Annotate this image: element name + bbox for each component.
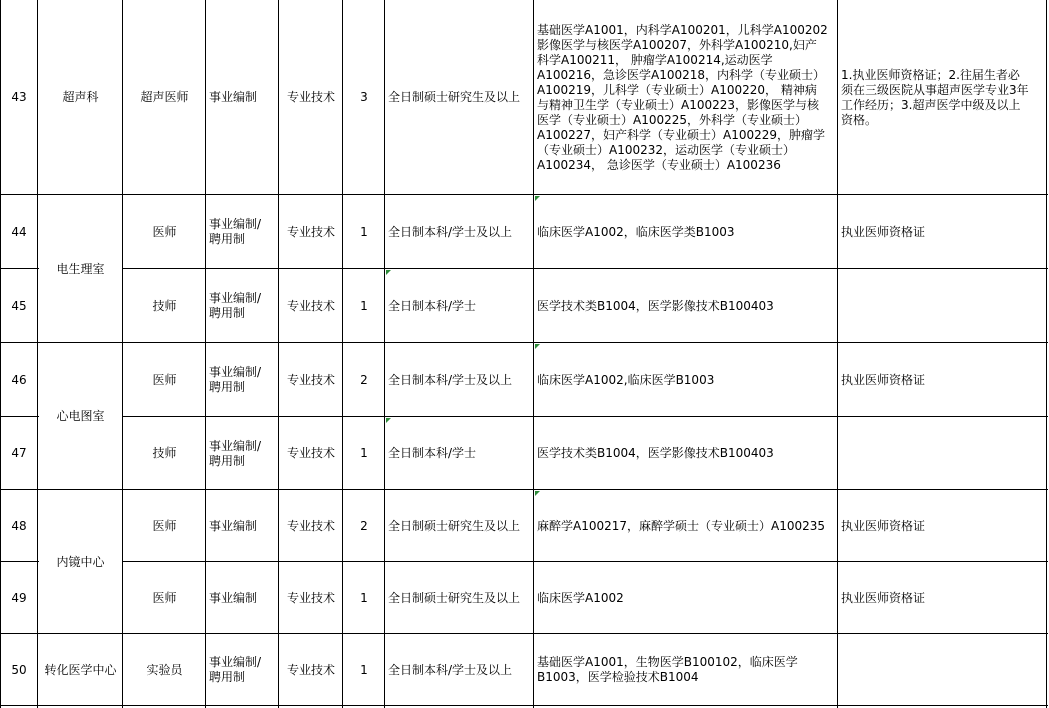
row-divider [0,489,1048,490]
headcount: 1 [360,224,368,239]
cell-indicator-icon [386,270,391,275]
other-requirements: 1.执业医师资格证；2.往届生者必 须在三级医院从事超声医学专业3年 工作经历；3.超声医学中级及以上 资格。 [841,67,1029,127]
post-name: 医师 [152,590,177,605]
post-category: 专业技术 [286,590,335,605]
column-divider [122,0,123,708]
column-divider [837,0,838,708]
major: 基础医学A1001，生物医学B100102，临床医学 B1003，医学检验技术B1004 [537,655,798,684]
row-number: 45 [11,298,27,313]
row-divider [0,561,39,562]
post-name: 实验员 [146,662,183,677]
headcount: 1 [360,298,368,313]
headcount: 1 [360,590,368,605]
department: 内镜中心 [56,554,105,569]
education: 全日制本科/学士及以上 [388,372,513,387]
row-divider [123,416,1048,417]
other-requirements: 执业医师资格证 [841,224,926,239]
post-category: 专业技术 [286,518,335,533]
major: 临床医学A1002，临床医学类B1003 [537,224,735,239]
row-divider [0,705,1048,706]
cell-indicator-icon [535,344,540,349]
education: 全日制本科/学士及以上 [388,224,513,239]
department: 电生理室 [56,261,105,276]
column-divider [1046,0,1047,708]
row-divider [0,268,39,269]
staffing-type: 事业编制 [209,90,258,104]
column-divider [342,0,343,708]
education: 全日制本科/学士及以上 [388,662,513,677]
major: 麻醉学A100217，麻醉学硕士（专业硕士）A100235 [537,518,826,533]
post-category: 专业技术 [286,298,335,313]
staffing-type: 事业编制/ 聘用制 [209,365,262,394]
headcount: 1 [360,662,368,677]
staffing-type: 事业编制/ 聘用制 [209,291,262,320]
staffing-type: 事业编制/ 聘用制 [209,217,262,246]
education: 全日制硕士研究生及以上 [388,518,521,533]
row-divider [0,416,39,417]
department: 转化医学中心 [44,662,117,677]
major: 医学技术类B1004，医学影像技术B100403 [537,446,774,460]
headcount: 2 [360,372,368,387]
column-divider [0,0,1,708]
cell-indicator-icon [535,491,540,496]
post-category: 专业技术 [286,224,335,239]
other-requirements [838,269,1047,343]
row-divider [123,561,1048,562]
education: 全日制本科/学士 [388,446,477,460]
other-requirements [838,417,1047,490]
staffing-type: 事业编制/ 聘用制 [209,655,262,684]
major: 基础医学A1001，内科学A100201，儿科学A100202 影像医学与核医学A100207，外科学A100210,妇产 科学A100211， 肿瘤学A100214,运动医学 A100216，急诊医学A100218，内科学（专业硕士） A100219，儿科学（专业硕士）A100220， 精神病 与精神卫生学（专业硕士）A100223，影像医学与核 医学（专业硕士）A100225，外科学（专业硕士） A100227，妇产科学（专业硕士）A100229，肿瘤学 （专业硕士）A100232，运动医学（专业硕士） A100234， 急诊医学（专业硕士）A100236 [537,22,828,172]
post-name: 技师 [152,298,177,313]
staffing-type: 事业编制/ 聘用制 [209,438,262,468]
major: 临床医学A1002,临床医学B1003 [537,372,715,387]
other-requirements: 执业医师资格证 [841,590,926,605]
other-requirements [838,634,1047,706]
post-name: 医师 [152,224,177,239]
column-divider [37,0,38,708]
row-number: 46 [11,372,27,387]
post-category: 专业技术 [286,372,335,387]
row-number: 50 [11,662,27,677]
department: 超声科 [62,90,99,104]
post-category: 专业技术 [286,446,335,460]
cell-indicator-icon [535,196,540,201]
department: 心电图室 [56,409,105,423]
column-divider [278,0,279,708]
education: 全日制硕士研究生及以上 [388,590,521,605]
major: 医学技术类B1004，医学影像技术B100403 [537,298,774,313]
row-divider [0,342,1048,343]
row-number: 47 [11,446,27,460]
cell-indicator-icon [386,418,391,423]
headcount: 1 [360,446,368,460]
post-name: 医师 [152,518,177,533]
post-category: 专业技术 [286,90,335,104]
education: 全日制本科/学士 [388,298,477,313]
row-divider [0,633,1048,634]
column-divider [205,0,206,708]
post-name: 技师 [152,446,177,460]
staffing-type: 事业编制 [209,590,258,605]
headcount: 3 [360,90,368,104]
other-requirements: 执业医师资格证 [841,518,926,533]
post-category: 专业技术 [286,662,335,677]
row-number: 43 [11,90,27,104]
row-number: 49 [11,590,27,605]
headcount: 2 [360,518,368,533]
major: 临床医学A1002 [537,590,624,605]
column-divider [384,0,385,708]
education: 全日制硕士研究生及以上 [388,90,521,104]
row-number: 44 [11,224,27,239]
other-requirements: 执业医师资格证 [841,372,926,387]
post-name: 医师 [152,372,177,387]
row-number: 48 [11,518,27,533]
row-divider [0,194,1048,195]
column-divider [533,0,534,708]
post-name: 超声医师 [140,90,189,104]
row-divider [123,268,1048,269]
staffing-type: 事业编制 [209,518,258,533]
